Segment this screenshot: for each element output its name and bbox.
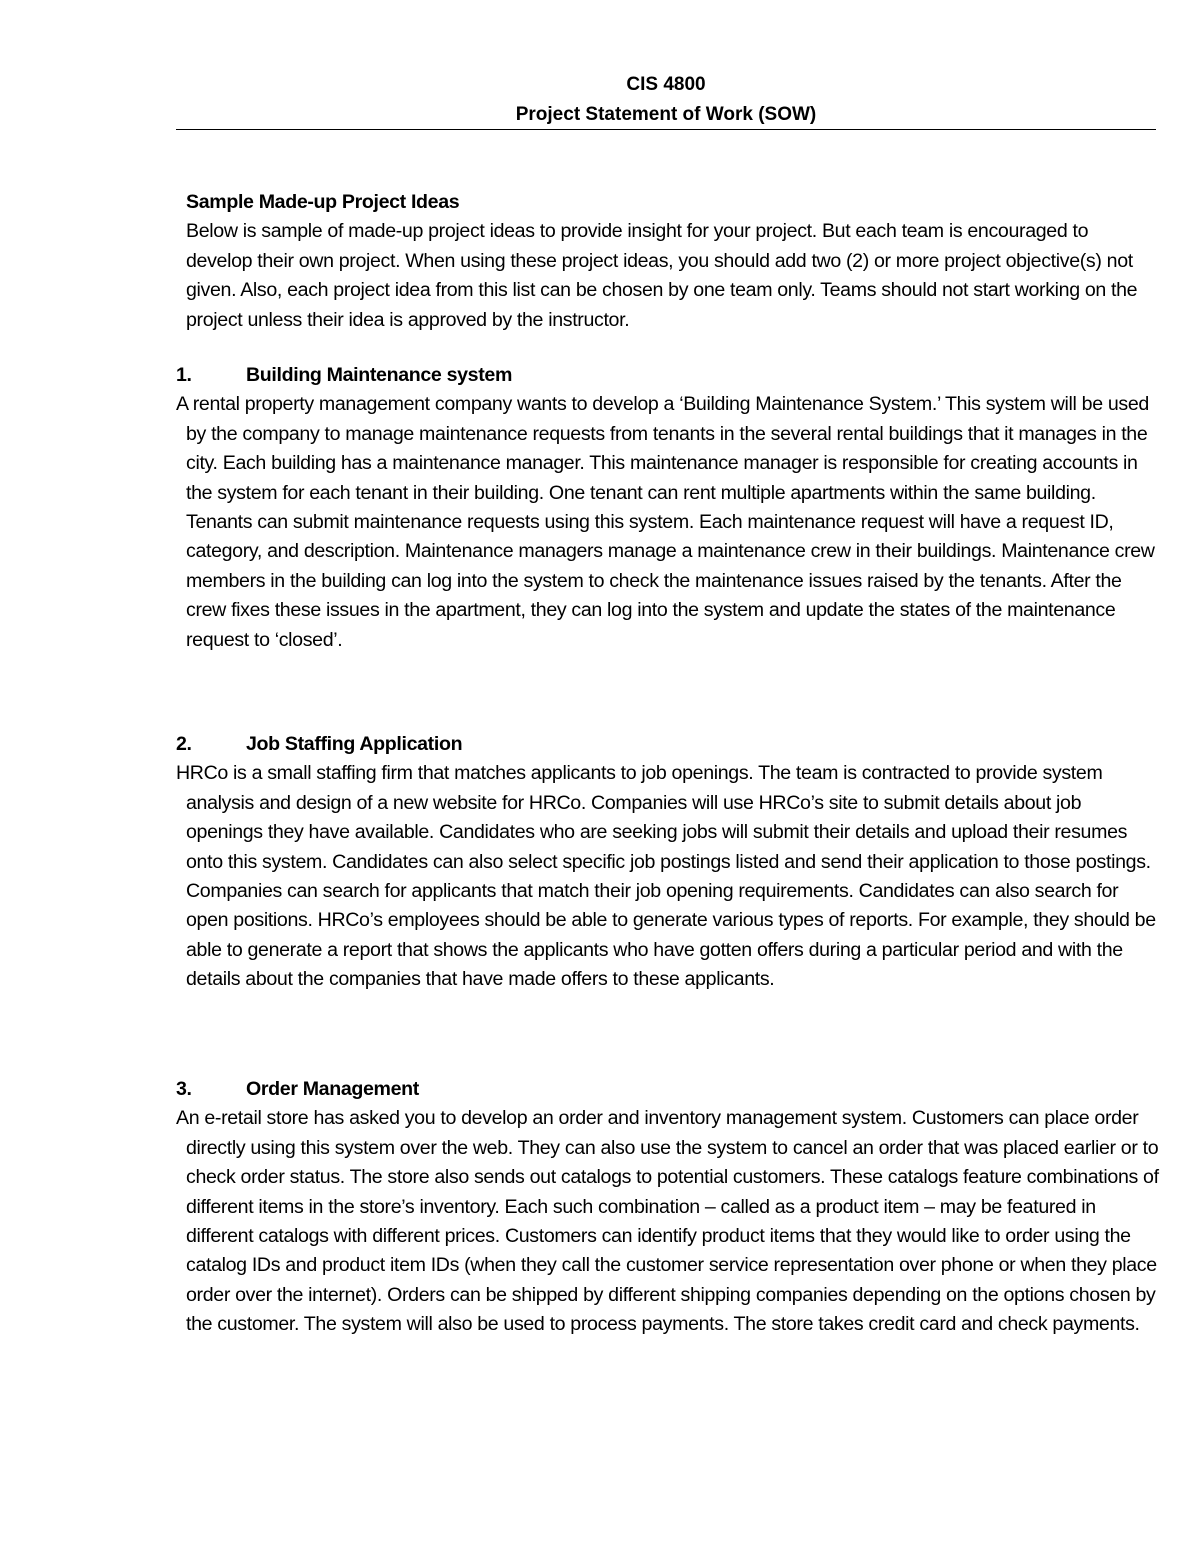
section-paragraph: HRCo is a small staffing firm that matches applicants to job openings. The team is contracted to provide system analysis and design of a new website for HRCo. Companies will use HRCo’s site to submit details about job openings they have available. Candidates who are seeking jobs will submit their details and upload their resumes onto this system. Candidates can also select specific job postings listed and send their application to those postings. Companies can search for applicants that match their job opening requirements. Candidates can also search for open positions. HRCo’s employees should be able to generate various types of reports. For example, they should be able to generate a report that shows the applicants who have gotten offers during a particular period and with the details about the companies that have made offers to these applicants. [176, 762, 1156, 991]
section-number: 3. [176, 1078, 192, 1100]
intro-section [186, 188, 1156, 335]
project-idea-job-staffing [176, 730, 1161, 995]
section-heading [176, 730, 1161, 759]
header-divider [176, 129, 1156, 130]
intro-heading: Sample Made-up Project Ideas [186, 191, 460, 213]
section-heading [176, 361, 1161, 390]
project-idea-building-maintenance [176, 361, 1161, 655]
project-idea-order-management [176, 1075, 1161, 1340]
section-paragraph: An e-retail store has asked you to develop an order and inventory management system. Customers can place order directly using this system over the web. They can also use the system to cancel an order that was placed earlier or to check order status. The store also sends out catalogs to potential customers. These catalogs feature combinations of different items in the store’s inventory. Each such combination – called as a product item – may be featured in different catalogs with different prices. Customers can identify product items that they would like to order using the catalog IDs and product item IDs (when they call the customer service representation over phone or when they place order over the internet). Orders can be shipped by different shipping companies depending on the options chosen by the customer. The system will also be used to process payments. The store takes credit card and check payments. [176, 1107, 1159, 1336]
section-paragraph: A rental property management company wants to develop a ‘Building Maintenance System.’ This system will be used by the company to manage maintenance requests from tenants in the several rental buildings that it manages in the city. Each building has a maintenance manager. This maintenance manager is responsible for creating accounts in the system for each tenant in their building. One tenant can rent multiple apartments within the same building. Tenants can submit maintenance requests using this system. Each maintenance request will have a request ID, category, and description. Maintenance managers manage a maintenance crew in their buildings. Maintenance crew members in the building can log into the system to check the maintenance issues raised by the tenants. After the crew fixes these issues in the apartment, they can log into the system and update the states of the maintenance request to ‘closed’. [176, 393, 1155, 651]
intro-paragraph: Below is sample of made-up project ideas to provide insight for your project. But each team is encouraged to develop their own project. When using these project ideas, you should add two (2) or more project objective(s) not given. Also, each project idea from this list can be chosen by one team only. Teams should not start working on the project unless their idea is approved by the instructor. [186, 220, 1138, 331]
section-title: Order Management [246, 1078, 419, 1100]
course-code: CIS 4800 [626, 74, 706, 95]
section-title: Job Staffing Application [246, 733, 463, 755]
section-title: Building Maintenance system [246, 364, 513, 386]
section-number: 1. [176, 364, 192, 386]
section-number: 2. [176, 733, 192, 755]
document-title: Project Statement of Work (SOW) [515, 104, 817, 125]
section-heading [176, 1075, 1161, 1104]
document-header [176, 70, 1156, 130]
